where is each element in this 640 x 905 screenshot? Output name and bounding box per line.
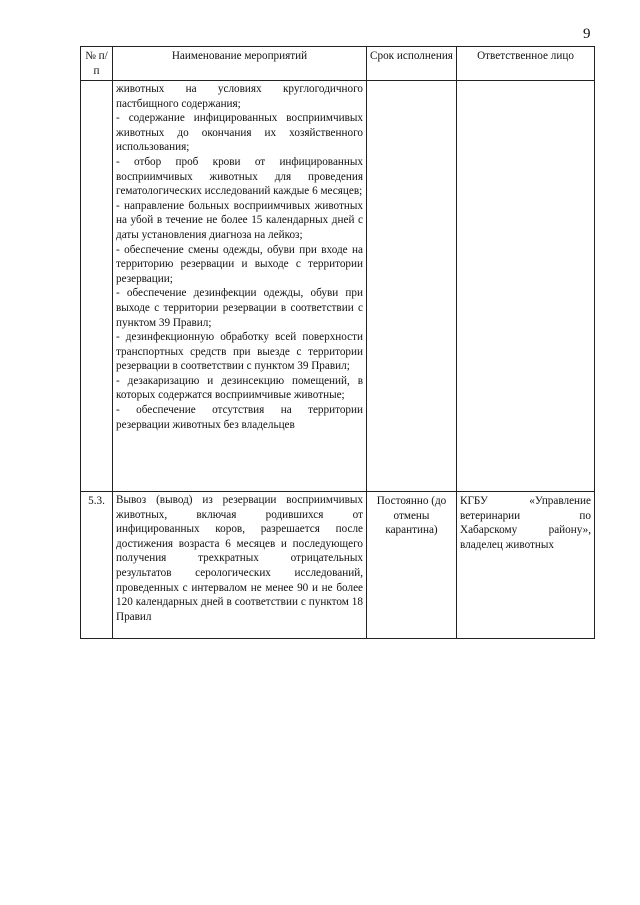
measure-line: - обеспечение отсутствия на территории резервации животных без владельцев: [116, 404, 363, 431]
row-description: [113, 492, 367, 639]
measure-line: - отбор проб крови от инфицированных восприимчивых животных для проведения гематологических исследований каждые 6 месяцев;: [116, 155, 363, 198]
measure-line: - дезакаризацию и дезинсекцию помещений, в которых содержатся восприимчивые животные;: [116, 374, 363, 402]
measure-line: Вывоз (вывод) из резервации восприимчивых животных, включая родившихся от инфицированных коров, разрешается после достижения возраста 6 месяцев и последующего получения трехкратных отрицательных результатов серологических исследований, проведенных с интервалом не менее 90 и не более 120 календарных дней в соответствии с пунктом 18 Правил: [116, 494, 363, 623]
row-num: [81, 81, 113, 492]
table-row: [81, 81, 595, 492]
row-responsible: [457, 81, 595, 492]
table-row: [81, 492, 595, 639]
row-term: Постоянно (до отмены карантина): [367, 492, 457, 639]
table-header-row: [81, 47, 595, 81]
page-number: 9: [583, 26, 591, 42]
header-num: № п/п: [81, 47, 113, 81]
row-responsible: КГБУ «Управление ветеринарии по Хабарскому району», владелец животных: [457, 492, 595, 639]
measures-table: [80, 46, 595, 639]
measure-line: - содержание инфицированных восприимчивых животных до окончания их хозяйственного использования;: [116, 112, 363, 154]
measure-line: - дезинфекционную обработку всей поверхности транспортных средств при выезде с территории резервации в соответствии с пунктом 39 Правил;: [116, 331, 363, 373]
row-num: 5.3.: [81, 492, 113, 639]
header-term: Срок исполнения: [367, 47, 457, 81]
measure-line: - обеспечение смены одежды, обуви при входе на территорию резервации и выходе с территории резервации;: [116, 243, 363, 285]
measure-line: животных на условиях круглогодичного пастбищного содержания;: [116, 83, 363, 110]
row-term: [367, 81, 457, 492]
header-responsible: Ответственное лицо: [457, 47, 595, 81]
measure-line: - обеспечение дезинфекции одежды, обуви при выходе с территории резервации в соответствии с пунктом 39 Правил;: [116, 287, 363, 329]
measure-line: - направление больных восприимчивых животных на убой в течение не более 15 календарных дней с даты установления диагноза на лейкоз;: [116, 199, 363, 241]
header-name: Наименование мероприятий: [113, 47, 367, 81]
row-description: [113, 81, 367, 492]
